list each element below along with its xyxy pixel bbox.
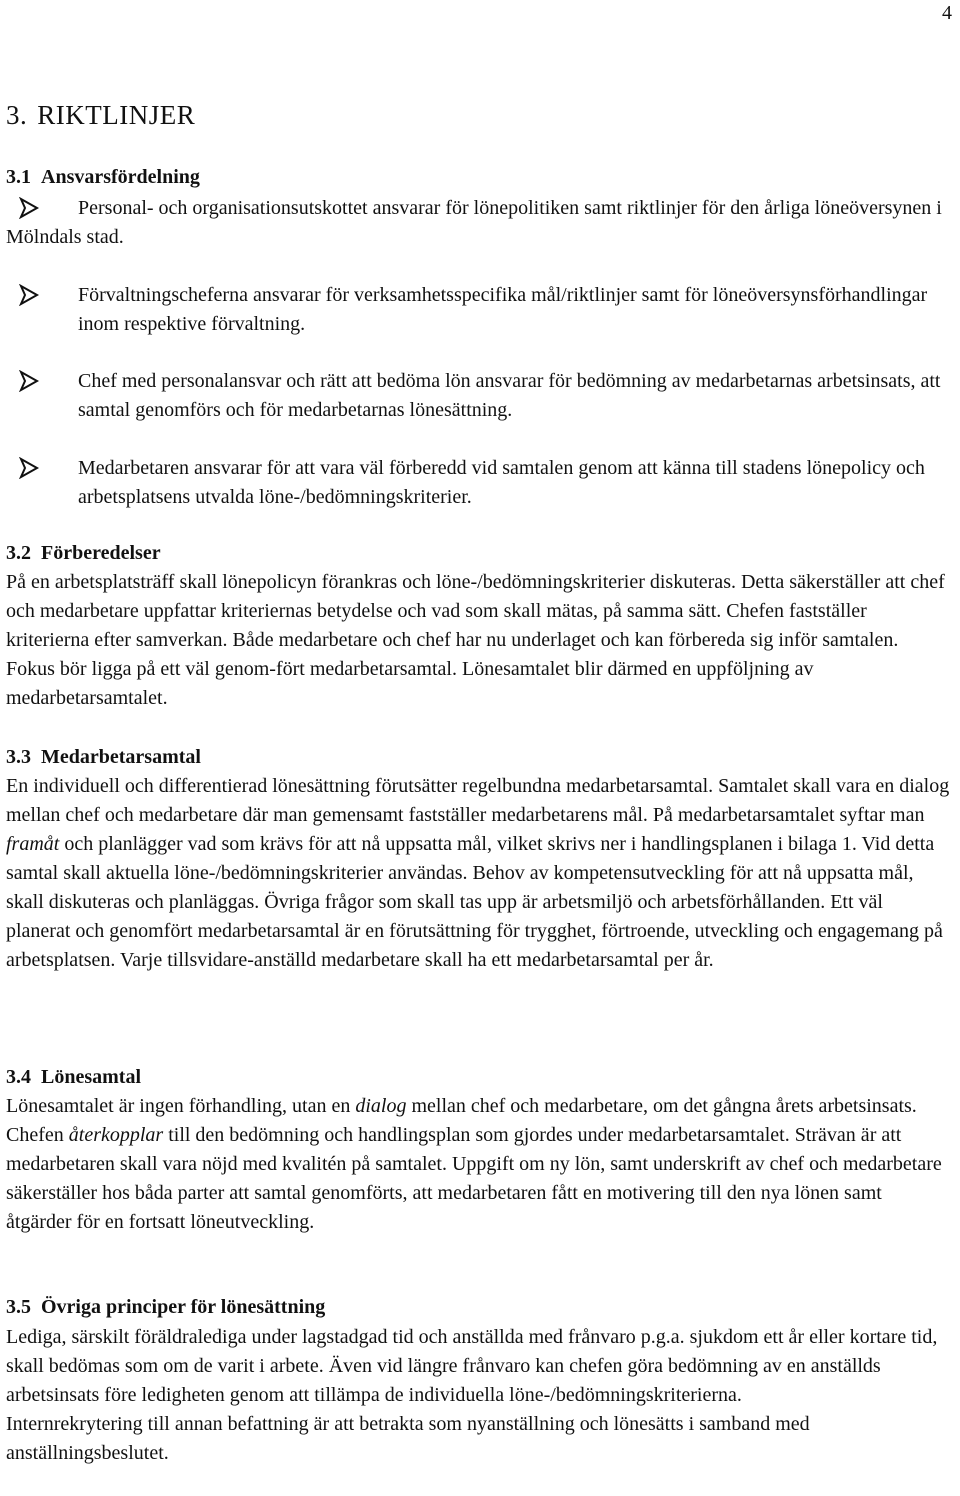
bullet-item-2	[6, 281, 946, 339]
bullet-item-4	[6, 454, 946, 512]
section-number: 3.3	[6, 746, 31, 768]
section-body-3-4	[6, 1092, 951, 1237]
body-paragraph: Internrekrytering till annan befattning är att betrakta som nyanställning och lönesätts i samband med anställningsbeslutet.	[6, 1413, 810, 1464]
arrowhead-bullet-icon	[18, 457, 40, 479]
emphasis-text: återkopplar	[68, 1124, 164, 1146]
section-number: 3.1	[6, 166, 31, 188]
section-title: Medarbetarsamtal	[41, 746, 201, 768]
bullet-text: Förvaltningscheferna ansvarar för verksamhetsspecifika mål/riktlinjer samt för löneöversynsförhandlingar inom respektive förvaltning.	[78, 284, 928, 335]
section-heading-3-1	[6, 166, 200, 189]
body-text: och planlägger vad som krävs för att nå uppsatta mål, vilket skrivs ner i handlingsplanen i bilaga 1. Vid detta samtal skall aktuella löne-/bedömningskriterier användas. Behov av kompetensutveckling för att nå uppsatta mål, skall diskuteras och planläggas. Övriga frågor som skall tas upp är arbetsmiljö och arbetsförhållanden. Ett väl planerat och genomfört medarbetarsamtal är en förutsättning för trygghet, förtroende, utveckling och engagemang på arbetsplatsen. Varje tillsvidare-anställd medarbetare skall ha ett medarbetarsamtal per år.	[6, 833, 943, 971]
section-number: 3.5	[6, 1296, 31, 1318]
bullet-text: Chef med personalansvar och rätt att bedöma lön ansvarar för bedömning av medarbetarnas arbetsinsats, att samtal genomförs och för medarbetarnas lönesättning.	[78, 370, 941, 421]
section-heading-3-5	[6, 1296, 325, 1319]
section-number: 3.2	[6, 542, 31, 564]
section-body-3-2: På en arbetsplatsträff skall lönepolicyn förankras och löne-/bedömningskriterier diskuteras. Detta säkerställer att chef och medarbetare uppfattar kriteriernas betydelse och vad som skall mätas, på samma sätt. Chefen fastställer kriterierna efter samverkan. Både medarbetare och chef har nu underlaget och kan förbereda sig inför samtalen. Fokus bör ligga på ett väl genom-fört medarbetarsamtal. Lönesamtalet blir därmed en uppföljning av medarbetarsamtalet.	[6, 571, 945, 709]
section-heading-3-4	[6, 1066, 141, 1089]
arrowhead-bullet-icon	[18, 197, 40, 219]
chapter-heading	[6, 100, 195, 131]
bullet-text: Personal- och organisationsutskottet ansvarar för lönepolitiken samt riktlinjer för den årliga löneöversynen i Mölndals stad.	[6, 197, 942, 248]
bullet-text: Medarbetaren ansvarar för att vara väl förberedd vid samtalen genom att känna till stadens lönepolicy och arbetsplatsens utvalda löne-/bedömningskriterier.	[78, 457, 925, 508]
chapter-title: RIKTLINJER	[37, 100, 196, 130]
section-body-3-5	[6, 1323, 951, 1468]
section-body-3-3	[6, 772, 951, 975]
section-heading-3-3	[6, 746, 201, 769]
body-text: mellan chef och medarbetare, om det gångna årets arbetsinsats. Chefen	[6, 1095, 917, 1146]
arrowhead-bullet-icon	[18, 370, 40, 392]
section-title: Övriga principer för lönesättning	[41, 1296, 326, 1318]
body-paragraph: Lediga, särskilt föräldralediga under lagstadgad tid och anställda med frånvaro p.g.a. sjukdom ett år eller kortare tid, skall bedömas som om de varit i arbete. Även vid längre frånvaro kan chefen göra bedömning av en anställds arbetsinsats före ledigheten genom att tillämpa de individuella löne-/bedömningskriterierna.	[6, 1326, 938, 1406]
section-heading-3-2	[6, 542, 161, 565]
section-title: Ansvarsfördelning	[41, 166, 200, 188]
section-title: Förberedelser	[41, 542, 161, 564]
arrowhead-bullet-icon	[18, 284, 40, 306]
emphasis-text: framåt	[6, 833, 60, 855]
bullet-item-3	[6, 367, 946, 425]
section-number: 3.4	[6, 1066, 31, 1088]
bullet-item-1	[6, 194, 946, 252]
section-title: Lönesamtal	[41, 1066, 141, 1088]
page-number: 4	[942, 2, 952, 24]
body-text: Lönesamtalet är ingen förhandling, utan en	[6, 1095, 351, 1117]
chapter-number: 3.	[6, 100, 28, 130]
body-text: till den bedömning och handlingsplan som gjordes under medarbetarsamtalet. Strävan är att medarbetaren skall vara nöjd med kvalitén på samtalet. Uppgift om ny lön, samt underskrift av chef och medarbetare säkerställer hos båda parter att samtal genomförts, att medarbetaren fått en motivering till den nya lönen samt åtgärder för en fortsatt löneutveckling.	[6, 1124, 942, 1233]
emphasis-text: dialog	[355, 1095, 407, 1117]
body-text: En individuell och differentierad lönesättning förutsätter regelbundna medarbetarsamtal. Samtalet skall vara en dialog mellan chef och medarbetare där man gemensamt fastställer medarbetarens mål. På medarbetarsamtalet syftar man	[6, 775, 950, 826]
